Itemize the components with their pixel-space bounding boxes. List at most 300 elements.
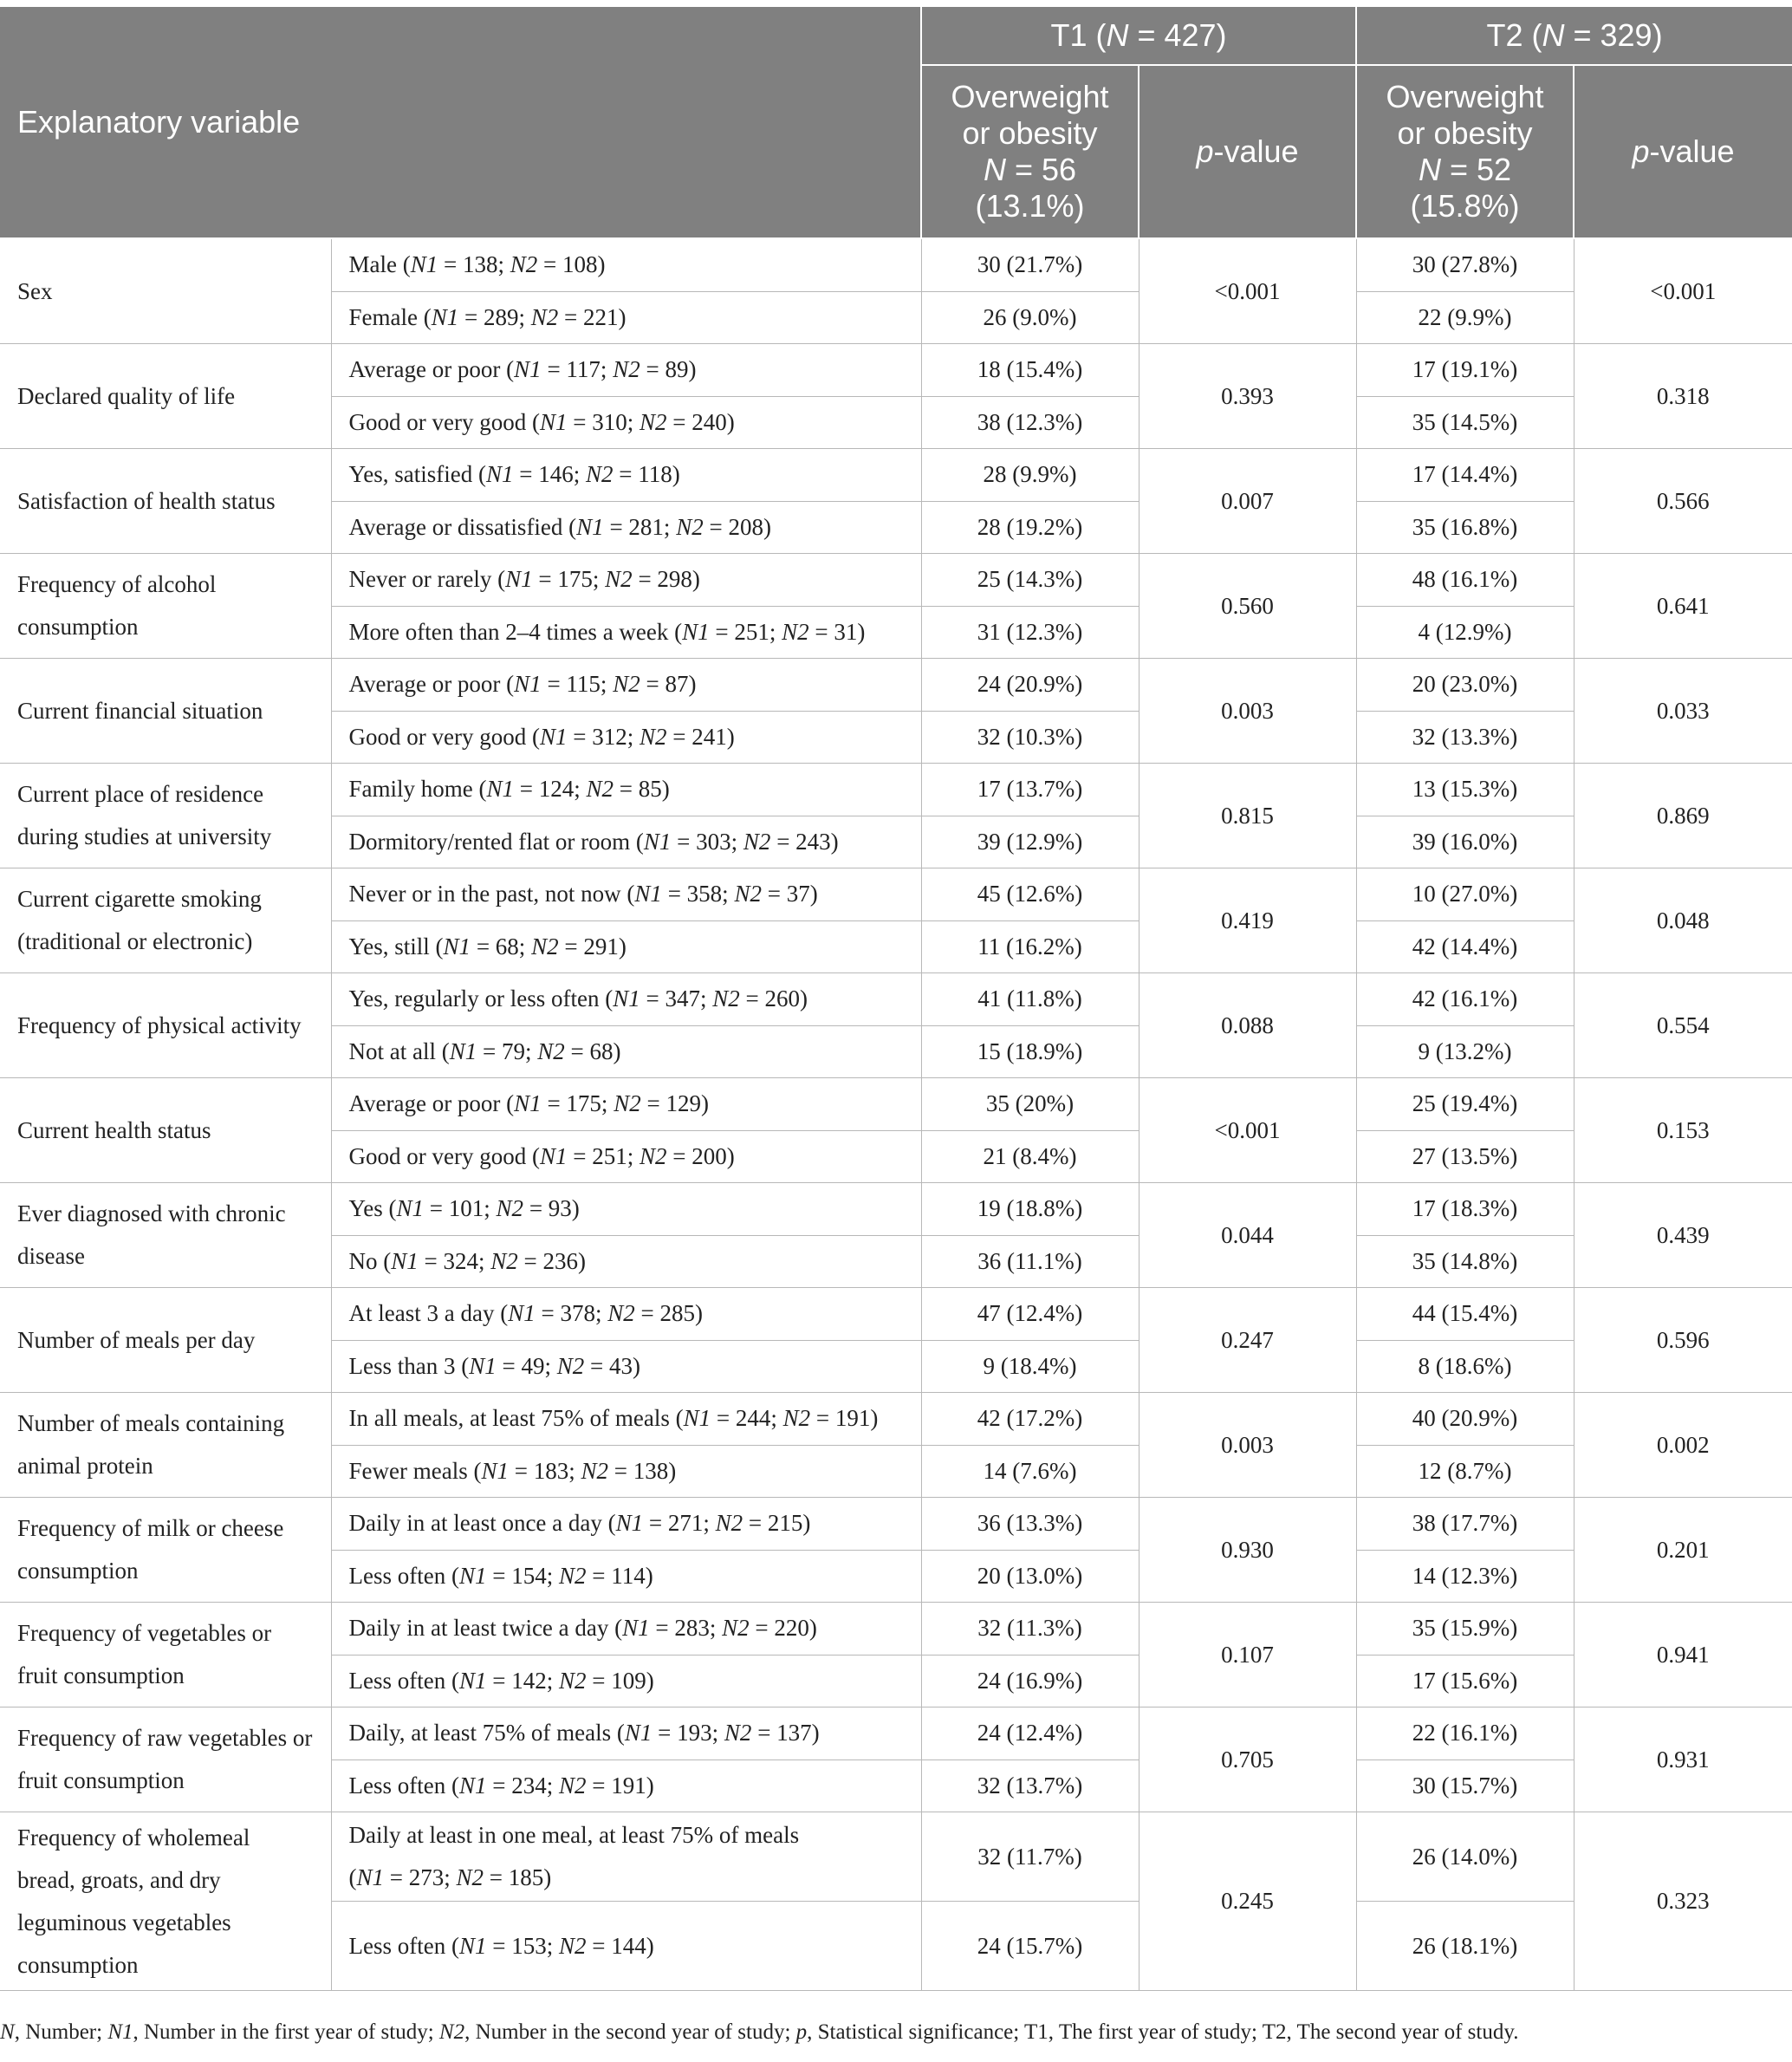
category-cell [331,1393,921,1446]
equals-sign: = [567,723,593,750]
n2-label: N2 [722,1615,750,1642]
t1-count-cell: 26 (9.0%) [921,291,1139,344]
category-cell [331,1078,921,1131]
t1-count-cell: 32 (11.7%) [921,1812,1139,1902]
equals-sign: = [614,776,639,803]
n1-value: 324 [443,1247,478,1274]
n2-label: N2 [734,881,762,907]
close-paren: ) [726,723,735,750]
variable-cell: Current cigarette smoking (traditional or electronic) [0,868,331,973]
table-row [0,1498,1792,1551]
n1-label: N1 [514,356,542,383]
n2-label: N2 [676,513,704,540]
equals-sign: = [477,1038,502,1064]
equals-sign: = [471,933,496,959]
category-cell [331,344,921,397]
t2-pvalue-cell: 0.002 [1574,1393,1792,1498]
equals-sign: = [486,1772,512,1799]
category-cell [331,396,921,449]
category-label: Never or rarely ( [348,566,506,593]
category-cell [331,1902,921,1991]
n1-value: 117 [566,356,601,383]
n2-label: N2 [490,1247,518,1274]
category-cell [331,711,921,764]
category-label: At least 3 a day ( [348,1300,509,1327]
equals-sign: = [496,1352,522,1379]
category-label: Male ( [348,251,411,278]
category-label: Less often ( [348,1562,459,1589]
close-paren: ) [646,1667,654,1694]
equals-sign: = [586,1932,612,1959]
close-paren: ) [645,1562,653,1589]
header-t1-line2: or obesity [962,115,1098,151]
equals-sign: = [558,933,584,959]
footnote-segment: , Statistical significance; T1, The first year of study; T2, The second year of study. [807,2020,1519,2044]
equals-sign: = [537,251,562,278]
category-label: Good or very good ( [348,723,540,750]
t2-pvalue-cell: 0.323 [1574,1812,1792,1991]
category-cell [331,1445,921,1498]
category-label: Not at all ( [348,1038,450,1064]
t1-count-cell: 32 (10.3%) [921,711,1139,764]
header-t2-line2: or obesity [1397,115,1533,151]
t1-count-cell: 35 (20%) [921,1078,1139,1131]
n1-value: 271 [667,1510,704,1537]
n1-label: N1 [613,985,640,1012]
equals-sign: = [761,881,787,907]
t2-pvalue-cell: 0.869 [1574,764,1792,868]
separator: ; [594,1300,608,1327]
n2-label: N2 [782,1405,811,1432]
t2-count-cell: 48 (16.1%) [1356,554,1574,607]
table-row [0,344,1792,397]
t1-count-cell: 47 (12.4%) [921,1288,1139,1341]
n2-value: 114 [611,1562,646,1589]
t1-pvalue-cell: 0.247 [1139,1288,1356,1393]
t1-count-cell: 19 (18.8%) [921,1183,1139,1236]
t1-pvalue-cell: 0.419 [1139,868,1356,973]
n1-value: 153 [511,1932,547,1959]
t1-count-cell: 28 (19.2%) [921,501,1139,554]
t2-pvalue-cell: 0.153 [1574,1078,1792,1183]
t1-count-cell: 24 (16.9%) [921,1655,1139,1707]
equals-sign: = [640,1090,666,1117]
t1-count-cell: 36 (13.3%) [921,1498,1139,1551]
n1-value: 124 [538,776,575,803]
category-label: Daily in at least twice a day ( [348,1615,623,1642]
results-table [0,7,1792,1991]
category-label: Fewer meals ( [348,1457,482,1484]
n2-value: 243 [795,828,831,855]
n2-value: 185 [508,1864,544,1890]
table-row [0,1393,1792,1446]
t2-pvalue-cell: <0.001 [1574,238,1792,344]
category-cell [331,1655,921,1707]
variable-cell: Current place of residence during studies at university [0,764,331,868]
n2-value: 89 [665,356,689,383]
n2-value: 298 [657,566,692,593]
n1-label: N1 [431,303,459,330]
close-paren: ) [809,881,818,907]
variable-cell: Number of meals containing animal protein [0,1393,331,1498]
separator: ; [627,1142,640,1169]
category-cell [331,973,921,1026]
close-paren: ) [672,461,680,488]
separator: ; [546,1772,559,1799]
n1-label: N1 [458,1667,487,1694]
equals-sign: = [643,1510,668,1537]
close-paren: ) [578,1247,587,1274]
t1-count-cell: 9 (18.4%) [921,1340,1139,1393]
t1-count-cell: 18 (15.4%) [921,344,1139,397]
equals-sign: = [486,1932,512,1959]
category-cell [331,449,921,502]
table-row [0,1812,1792,1902]
table-footnote [0,2018,1792,2047]
close-paren: ) [688,356,697,383]
separator: ; [573,461,587,488]
table-row [0,449,1792,502]
header-t1-sub-nval: = 56 [1005,152,1077,187]
t2-count-cell: 25 (19.4%) [1356,1078,1574,1131]
category-label: Average or poor ( [348,356,515,383]
t1-count-cell: 32 (11.3%) [921,1603,1139,1655]
t2-count-cell: 35 (15.9%) [1356,1603,1574,1655]
equals-sign: = [567,408,593,435]
n2-value: 291 [583,933,619,959]
header-t2-sub-nval: = 52 [1440,152,1512,187]
n2-value: 137 [776,1720,812,1747]
separator: ; [699,985,713,1012]
n1-label: N1 [634,881,662,907]
n2-label: N2 [586,461,614,488]
separator: ; [524,1038,538,1064]
t1-count-cell: 14 (7.6%) [921,1445,1139,1498]
category-cell [331,764,921,816]
n1-label: N1 [682,618,710,645]
t1-pvalue-cell: 0.003 [1139,659,1356,764]
t1-pvalue-cell: 0.044 [1139,1183,1356,1288]
n1-value: 175 [557,566,593,593]
category-label: Yes, still ( [348,933,444,959]
category-cell [331,1760,921,1812]
n2-label: N2 [558,1667,587,1694]
equals-sign: = [567,1142,593,1169]
variable-cell: Declared quality of life [0,344,331,449]
separator: ; [711,1720,724,1747]
category-cell [331,1812,921,1902]
t2-count-cell: 20 (23.0%) [1356,659,1574,712]
equals-sign: = [810,1405,835,1432]
variable-cell: Frequency of raw vegetables or fruit consumption [0,1707,331,1812]
variable-cell: Frequency of alcohol consumption [0,554,331,659]
close-paren: ) [543,1864,552,1890]
equals-sign: = [603,513,629,540]
close-paren: ) [857,618,866,645]
t2-count-cell: 12 (8.7%) [1356,1445,1574,1498]
t1-count-cell: 24 (12.4%) [921,1707,1139,1760]
t2-count-cell: 22 (9.9%) [1356,291,1574,344]
close-paren: ) [618,303,627,330]
t2-pvalue-cell: 0.318 [1574,344,1792,449]
close-paren: ) [613,1038,621,1064]
close-paren: ) [646,1932,654,1959]
separator: ; [574,776,587,803]
header-t1-suffix: = 427) [1128,17,1227,53]
close-paren: ) [688,671,697,698]
t2-count-cell: 9 (13.2%) [1356,1025,1574,1078]
separator: ; [546,1667,559,1694]
category-cell [331,1707,921,1760]
n1-value: 183 [533,1457,569,1484]
n1-value: 289 [483,303,519,330]
equals-sign: = [671,828,697,855]
t2-count-cell: 13 (15.3%) [1356,764,1574,816]
n1-label: N1 [514,671,542,698]
equals-sign: = [751,1720,777,1747]
t2-count-cell: 22 (16.1%) [1356,1707,1574,1760]
equals-sign: = [666,723,692,750]
table-row [0,1603,1792,1655]
equals-sign: = [652,1720,678,1747]
n1-value: 101 [448,1195,484,1222]
table-row [0,659,1792,712]
variable-cell: Frequency of physical activity [0,973,331,1078]
category-label: Daily at least in one meal, at least 75% of meals [348,1822,800,1848]
n1-label: N1 [514,1090,542,1117]
close-paren: ) [799,985,808,1012]
category-cell [331,1288,921,1341]
equals-sign: = [770,828,796,855]
n1-label: N1 [396,1195,425,1222]
n1-label: N1 [505,566,533,593]
category-cell [331,1340,921,1393]
equals-sign: = [586,1667,612,1694]
header-t1-n: N [1106,17,1129,53]
equals-sign: = [508,1457,534,1484]
equals-sign: = [424,1195,449,1222]
category-cell [331,1025,921,1078]
t2-count-cell: 10 (27.0%) [1356,868,1574,921]
n1-value: 49 [521,1352,545,1379]
n1-value: 358 [686,881,723,907]
category-label: Yes, satisfied ( [348,461,487,488]
close-paren: ) [661,776,670,803]
t1-count-cell: 15 (18.9%) [921,1025,1139,1078]
separator: ; [444,1864,457,1890]
n1-value: 312 [592,723,627,750]
equals-sign: = [649,1615,675,1642]
t1-count-cell: 28 (9.9%) [921,449,1139,502]
equals-sign: = [749,1615,775,1642]
t2-pvalue-cell: 0.048 [1574,868,1792,973]
n1-value: 138 [462,251,498,278]
category-label: More often than 2–4 times a week ( [348,618,683,645]
category-cell [331,920,921,973]
variable-cell: Current financial situation [0,659,331,764]
category-label: Less often ( [348,1667,459,1694]
equals-sign: = [514,776,539,803]
n1-label: N1 [481,1457,509,1484]
table-row [0,1707,1792,1760]
n2-value: 241 [691,723,727,750]
category-label: Yes, regularly or less often ( [348,985,614,1012]
close-paren: ) [668,1457,677,1484]
n1-value: 283 [674,1615,710,1642]
separator: ; [544,1352,557,1379]
table-row [0,1288,1792,1341]
t2-count-cell: 35 (14.5%) [1356,396,1574,449]
category-label: Yes ( [348,1195,397,1222]
n1-value: 310 [592,408,627,435]
variable-cell: Ever diagnosed with chronic disease [0,1183,331,1288]
n1-value: 303 [696,828,731,855]
header-t2 [1356,7,1792,65]
close-paren: ) [870,1405,879,1432]
separator: ; [518,933,532,959]
category-label: Average or poor ( [348,1090,515,1117]
footnote-segment: N2 [438,2020,465,2044]
variable-cell: Frequency of vegetables or fruit consumption [0,1603,331,1707]
n2-label: N2 [537,1038,565,1064]
n2-label: N2 [607,1300,635,1327]
category-cell [331,1603,921,1655]
n2-value: 236 [542,1247,579,1274]
n2-value: 43 [608,1352,633,1379]
separator: ; [770,1405,783,1432]
equals-sign: = [586,1562,612,1589]
equals-sign: = [666,1142,692,1169]
t1-count-cell: 20 (13.0%) [921,1550,1139,1603]
n2-label: N2 [530,303,559,330]
equals-sign: = [541,356,567,383]
n2-value: 208 [728,513,763,540]
header-t2-overweight [1356,65,1574,238]
t1-pvalue-cell: 0.088 [1139,973,1356,1078]
t1-pvalue-cell: 0.007 [1139,449,1356,554]
t2-count-cell: 26 (18.1%) [1356,1902,1574,1991]
n2-label: N2 [782,618,809,645]
equals-sign: = [484,1864,509,1890]
close-paren: ) [618,933,627,959]
n1-label: N1 [458,1562,487,1589]
t2-count-cell: 17 (14.4%) [1356,449,1574,502]
n2-label: N2 [639,408,667,435]
n2-label: N2 [456,1864,484,1890]
n2-label: N2 [558,1562,587,1589]
footnote-segment: , Number in the second year of study; [464,2020,796,2044]
category-open-paren: ( [348,1864,357,1890]
n1-label: N1 [469,1352,497,1379]
t2-count-cell: 42 (16.1%) [1356,973,1574,1026]
equals-sign: = [384,1864,409,1890]
variable-cell: Number of meals per day [0,1288,331,1393]
t2-count-cell: 26 (14.0%) [1356,1812,1574,1902]
equals-sign: = [709,618,735,645]
separator: ; [518,303,531,330]
n1-label: N1 [576,513,604,540]
n1-value: 281 [628,513,664,540]
variable-cell: Current health status [0,1078,331,1183]
t2-count-cell: 17 (15.6%) [1356,1655,1574,1707]
n1-value: 142 [511,1667,547,1694]
n2-value: 118 [638,461,672,488]
n2-value: 200 [691,1142,727,1169]
equals-sign: = [513,461,539,488]
header-t2-p: p [1632,133,1650,169]
n1-value: 68 [495,933,519,959]
t2-count-cell: 44 (15.4%) [1356,1288,1574,1341]
separator: ; [663,513,677,540]
equals-sign: = [711,1405,736,1432]
variable-cell: Satisfaction of health status [0,449,331,554]
category-cell [331,659,921,712]
table-row [0,973,1792,1026]
equals-sign: = [564,1038,590,1064]
footnote-segment: , Number in the first year of study; [133,2020,439,2044]
equals-sign: = [418,1247,444,1274]
t2-count-cell: 30 (15.7%) [1356,1760,1574,1812]
header-t1-pvalue [1139,65,1356,238]
n2-value: 191 [834,1405,871,1432]
t2-count-cell: 30 (27.8%) [1356,238,1574,291]
equals-sign: = [808,618,834,645]
variable-cell: Frequency of milk or cheese consumption [0,1498,331,1603]
n2-value: 215 [767,1510,803,1537]
variable-cell: Frequency of wholemeal bread, groats, and dry leguminous vegetables consumption [0,1812,331,1991]
close-paren: ) [691,566,700,593]
footnote-segment: N [0,2020,15,2044]
t2-pvalue-cell: 0.596 [1574,1288,1792,1393]
close-paren: ) [808,1615,817,1642]
t1-count-cell: 41 (11.8%) [921,973,1139,1026]
equals-sign: = [632,566,658,593]
n2-label: N2 [715,1510,743,1537]
category-label: Dormitory/rented flat or room ( [348,828,644,855]
t1-count-cell: 24 (20.9%) [921,659,1139,712]
n2-label: N2 [724,1720,752,1747]
n2-label: N2 [558,1772,587,1799]
equals-sign: = [458,303,484,330]
n2-label: N2 [712,985,740,1012]
table-row [0,554,1792,607]
n1-value: 154 [511,1562,547,1589]
header-t2-prefix: T2 ( [1486,17,1542,53]
n1-label: N1 [683,1405,711,1432]
n2-label: N2 [613,356,640,383]
separator: ; [568,1457,581,1484]
t2-pvalue-cell: 0.554 [1574,973,1792,1078]
t1-count-cell: 31 (12.3%) [921,606,1139,659]
category-label: Good or very good ( [348,408,540,435]
n1-label: N1 [458,1932,487,1959]
n2-label: N2 [639,723,667,750]
separator: ; [601,1090,614,1117]
close-paren: ) [646,1772,654,1799]
equals-sign: = [517,1247,543,1274]
n1-label: N1 [356,1864,385,1890]
close-paren: ) [726,1142,735,1169]
t2-pvalue-cell: 0.641 [1574,554,1792,659]
category-cell [331,501,921,554]
table-container [0,7,1792,1991]
t2-count-cell: 42 (14.4%) [1356,920,1574,973]
close-paren: ) [700,1090,709,1117]
t2-pvalue-cell: 0.201 [1574,1498,1792,1603]
equals-sign: = [743,1510,768,1537]
t2-pvalue-cell: 0.566 [1574,449,1792,554]
header-t1-p: p [1196,133,1214,169]
